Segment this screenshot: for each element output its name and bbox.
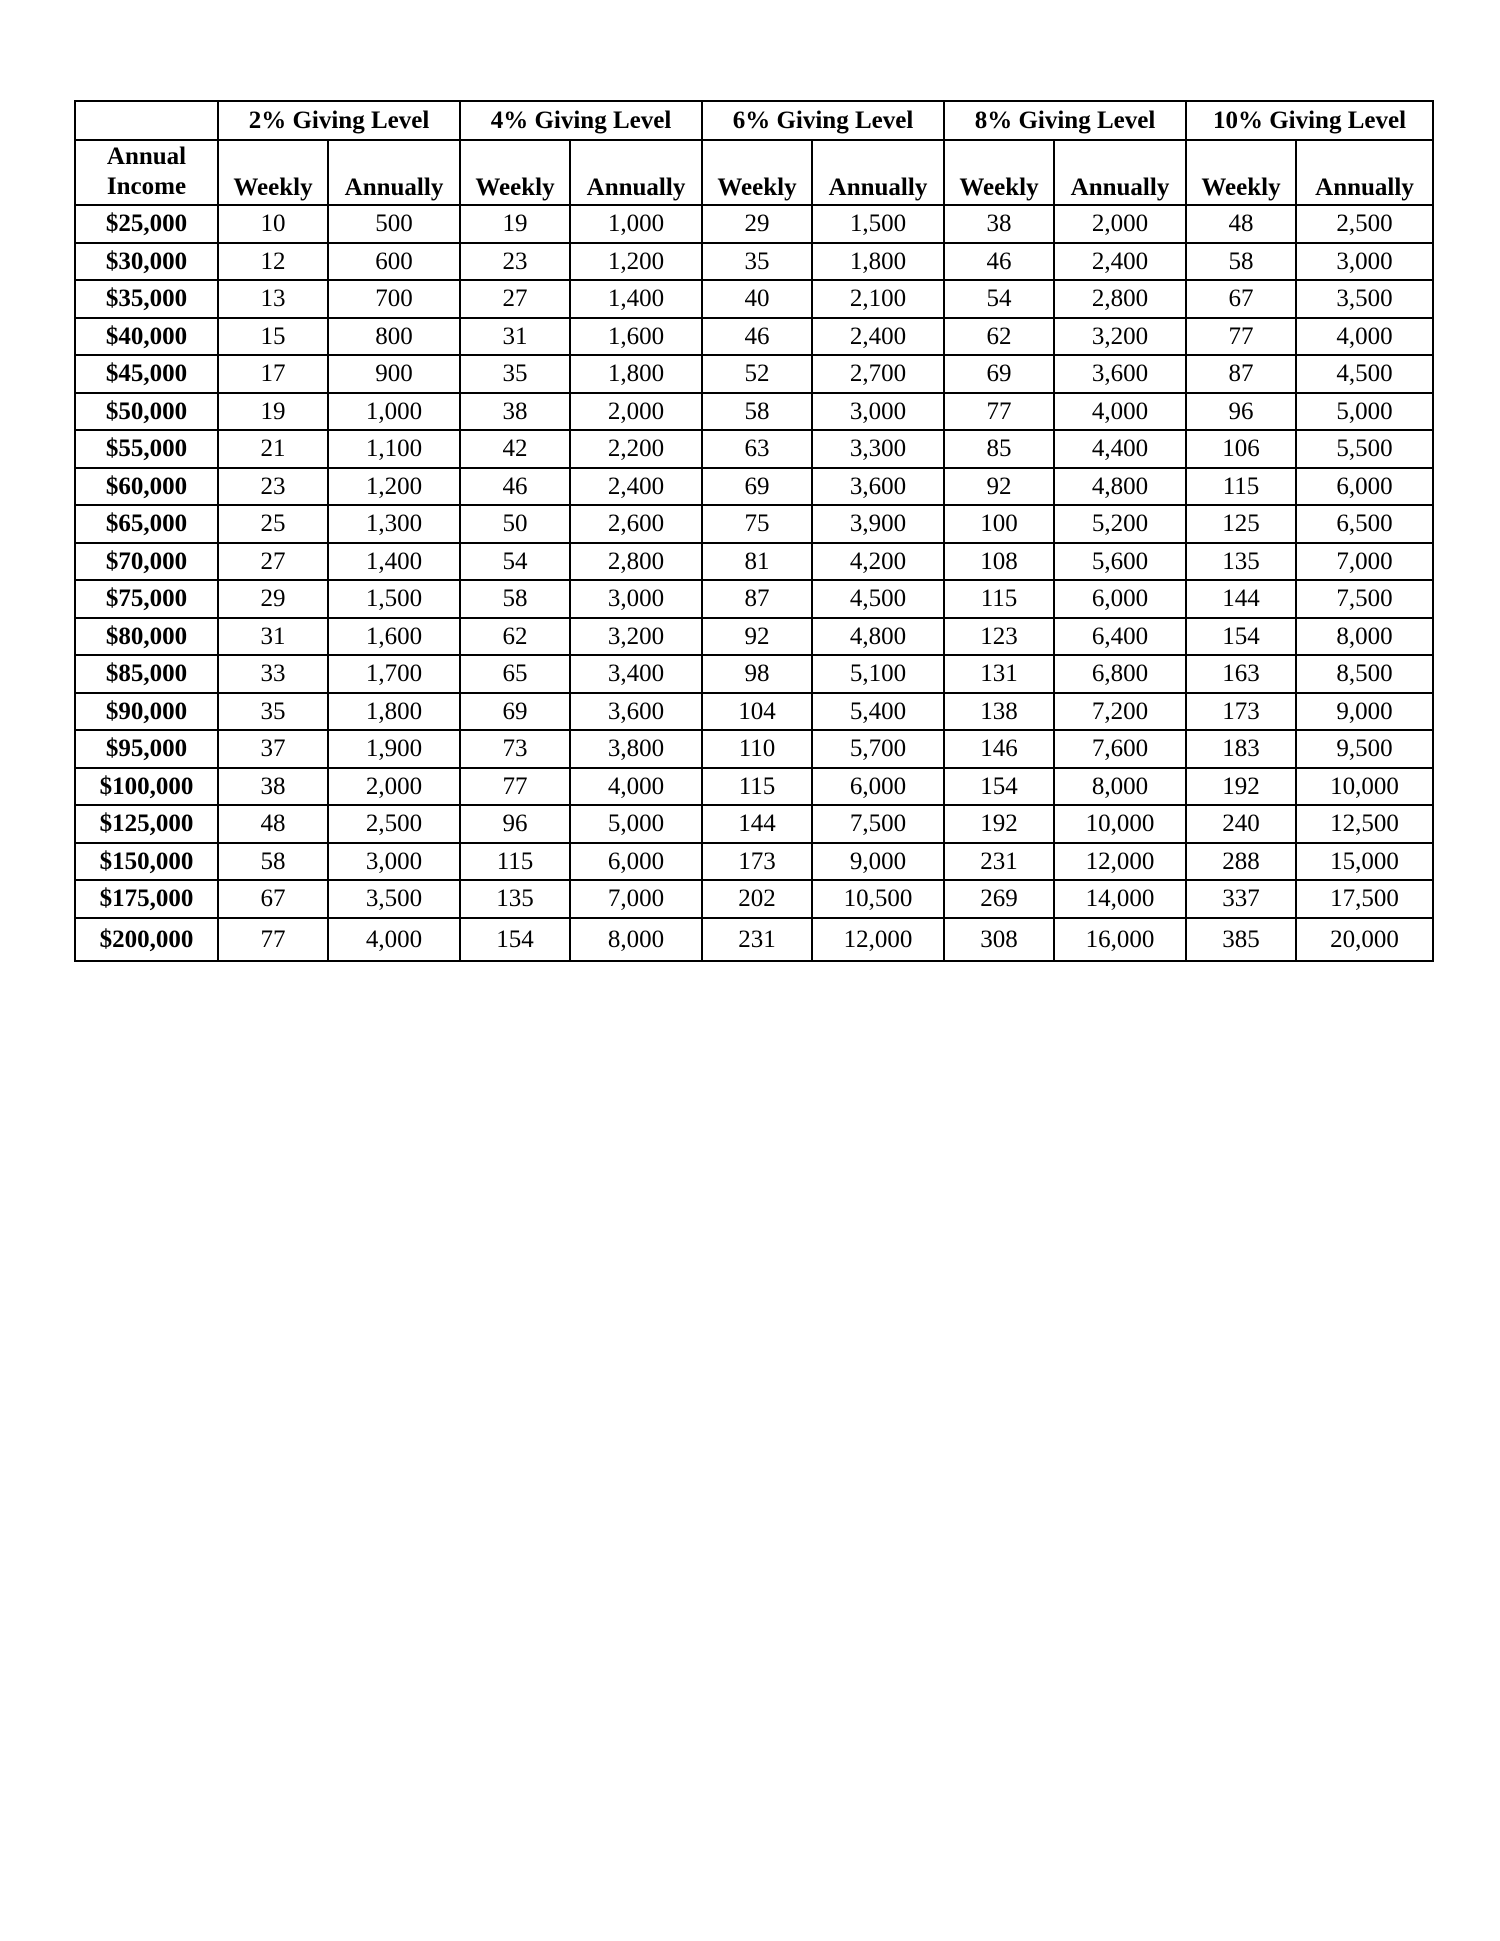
weekly-cell: 77 — [944, 393, 1054, 431]
table-row — [75, 918, 1433, 961]
weekly-cell: 69 — [460, 693, 570, 731]
table-row — [75, 693, 1433, 731]
weekly-cell: 77 — [460, 768, 570, 806]
annually-cell: 2,600 — [570, 505, 702, 543]
weekly-header: Weekly — [460, 140, 570, 205]
weekly-cell: 21 — [218, 430, 328, 468]
annually-cell: 3,200 — [570, 618, 702, 656]
income-cell: $55,000 — [75, 430, 218, 468]
weekly-cell: 73 — [460, 730, 570, 768]
weekly-cell: 183 — [1186, 730, 1296, 768]
weekly-cell: 48 — [1186, 205, 1296, 243]
annually-cell: 3,900 — [812, 505, 944, 543]
annually-cell: 4,000 — [328, 918, 460, 961]
weekly-cell: 173 — [702, 843, 812, 881]
income-cell: $35,000 — [75, 280, 218, 318]
annually-cell: 3,500 — [328, 880, 460, 918]
annual-income-header-line2: Income — [106, 173, 187, 200]
annually-cell: 1,500 — [328, 580, 460, 618]
annually-cell: 7,000 — [1296, 543, 1433, 581]
annually-cell: 6,000 — [1296, 468, 1433, 506]
annually-cell: 1,700 — [328, 655, 460, 693]
table-row — [75, 393, 1433, 431]
weekly-cell: 131 — [944, 655, 1054, 693]
weekly-cell: 67 — [1186, 280, 1296, 318]
annually-cell: 12,000 — [812, 918, 944, 961]
annually-cell: 7,200 — [1054, 693, 1186, 731]
weekly-cell: 46 — [702, 318, 812, 356]
annually-cell: 4,800 — [812, 618, 944, 656]
annually-cell: 8,000 — [570, 918, 702, 961]
income-cell: $150,000 — [75, 843, 218, 881]
income-cell: $25,000 — [75, 205, 218, 243]
annually-cell: 1,200 — [570, 243, 702, 281]
annually-cell: 10,000 — [1296, 768, 1433, 806]
annually-cell: 4,000 — [1296, 318, 1433, 356]
annually-cell: 6,000 — [570, 843, 702, 881]
annually-cell: 4,000 — [1054, 393, 1186, 431]
annually-cell: 900 — [328, 355, 460, 393]
annually-cell: 12,000 — [1054, 843, 1186, 881]
level-header-10: 10% Giving Level — [1186, 101, 1433, 140]
annually-cell: 6,000 — [812, 768, 944, 806]
annually-cell: 700 — [328, 280, 460, 318]
table-row — [75, 655, 1433, 693]
weekly-cell: 192 — [944, 805, 1054, 843]
weekly-cell: 146 — [944, 730, 1054, 768]
weekly-cell: 202 — [702, 880, 812, 918]
weekly-cell: 58 — [702, 393, 812, 431]
weekly-cell: 27 — [460, 280, 570, 318]
weekly-cell: 31 — [460, 318, 570, 356]
annually-cell: 3,000 — [812, 393, 944, 431]
weekly-cell: 35 — [218, 693, 328, 731]
table-row — [75, 843, 1433, 881]
table-row — [75, 205, 1433, 243]
annually-header: Annually — [570, 140, 702, 205]
weekly-cell: 29 — [702, 205, 812, 243]
weekly-cell: 38 — [218, 768, 328, 806]
income-cell: $85,000 — [75, 655, 218, 693]
level-header-8: 8% Giving Level — [944, 101, 1186, 140]
weekly-cell: 106 — [1186, 430, 1296, 468]
weekly-cell: 58 — [1186, 243, 1296, 281]
weekly-cell: 58 — [218, 843, 328, 881]
annually-cell: 1,300 — [328, 505, 460, 543]
weekly-cell: 63 — [702, 430, 812, 468]
weekly-cell: 77 — [218, 918, 328, 961]
giving-level-table — [74, 100, 1434, 962]
annually-cell: 2,500 — [328, 805, 460, 843]
weekly-cell: 115 — [944, 580, 1054, 618]
weekly-cell: 35 — [702, 243, 812, 281]
annually-cell: 4,800 — [1054, 468, 1186, 506]
annually-cell: 3,600 — [570, 693, 702, 731]
weekly-cell: 42 — [460, 430, 570, 468]
weekly-cell: 62 — [460, 618, 570, 656]
annually-cell: 2,400 — [812, 318, 944, 356]
weekly-cell: 288 — [1186, 843, 1296, 881]
annually-cell: 2,000 — [570, 393, 702, 431]
annually-cell: 17,500 — [1296, 880, 1433, 918]
annually-header: Annually — [1054, 140, 1186, 205]
annually-cell: 3,600 — [1054, 355, 1186, 393]
weekly-cell: 98 — [702, 655, 812, 693]
table-row — [75, 768, 1433, 806]
weekly-cell: 69 — [702, 468, 812, 506]
annually-cell: 1,100 — [328, 430, 460, 468]
annually-cell: 600 — [328, 243, 460, 281]
table-row — [75, 730, 1433, 768]
table-row — [75, 468, 1433, 506]
weekly-cell: 29 — [218, 580, 328, 618]
income-cell: $45,000 — [75, 355, 218, 393]
weekly-cell: 96 — [460, 805, 570, 843]
table-row — [75, 318, 1433, 356]
table-row — [75, 618, 1433, 656]
weekly-cell: 46 — [460, 468, 570, 506]
income-cell: $65,000 — [75, 505, 218, 543]
corner-cell — [75, 101, 218, 140]
income-cell: $175,000 — [75, 880, 218, 918]
annually-cell: 3,300 — [812, 430, 944, 468]
weekly-cell: 10 — [218, 205, 328, 243]
annually-cell: 10,500 — [812, 880, 944, 918]
weekly-cell: 115 — [1186, 468, 1296, 506]
annually-cell: 1,800 — [812, 243, 944, 281]
table-row — [75, 505, 1433, 543]
weekly-cell: 23 — [460, 243, 570, 281]
annually-cell: 1,000 — [570, 205, 702, 243]
weekly-cell: 100 — [944, 505, 1054, 543]
annually-cell: 7,600 — [1054, 730, 1186, 768]
annually-cell: 5,100 — [812, 655, 944, 693]
annually-cell: 4,500 — [1296, 355, 1433, 393]
table-row — [75, 543, 1433, 581]
annual-income-header — [75, 140, 218, 205]
annually-cell: 5,600 — [1054, 543, 1186, 581]
weekly-cell: 192 — [1186, 768, 1296, 806]
annually-cell: 3,200 — [1054, 318, 1186, 356]
weekly-cell: 92 — [944, 468, 1054, 506]
income-cell: $75,000 — [75, 580, 218, 618]
annually-cell: 8,500 — [1296, 655, 1433, 693]
weekly-cell: 115 — [460, 843, 570, 881]
annually-cell: 1,600 — [328, 618, 460, 656]
weekly-cell: 48 — [218, 805, 328, 843]
period-header-row — [75, 140, 1433, 205]
weekly-cell: 12 — [218, 243, 328, 281]
weekly-cell: 269 — [944, 880, 1054, 918]
giving-level-header-row — [75, 101, 1433, 140]
annually-cell: 3,600 — [812, 468, 944, 506]
weekly-cell: 77 — [1186, 318, 1296, 356]
income-cell: $40,000 — [75, 318, 218, 356]
weekly-cell: 385 — [1186, 918, 1296, 961]
annually-cell: 6,000 — [1054, 580, 1186, 618]
weekly-cell: 19 — [460, 205, 570, 243]
annually-cell: 10,000 — [1054, 805, 1186, 843]
annually-cell: 2,000 — [328, 768, 460, 806]
weekly-cell: 27 — [218, 543, 328, 581]
weekly-cell: 50 — [460, 505, 570, 543]
annually-cell: 5,200 — [1054, 505, 1186, 543]
annually-cell: 2,500 — [1296, 205, 1433, 243]
annually-cell: 7,000 — [570, 880, 702, 918]
weekly-cell: 154 — [1186, 618, 1296, 656]
weekly-cell: 81 — [702, 543, 812, 581]
weekly-cell: 46 — [944, 243, 1054, 281]
weekly-cell: 25 — [218, 505, 328, 543]
income-cell: $200,000 — [75, 918, 218, 961]
weekly-cell: 35 — [460, 355, 570, 393]
annually-cell: 3,000 — [1296, 243, 1433, 281]
annually-cell: 3,400 — [570, 655, 702, 693]
income-cell: $100,000 — [75, 768, 218, 806]
income-cell: $30,000 — [75, 243, 218, 281]
weekly-cell: 38 — [460, 393, 570, 431]
weekly-cell: 17 — [218, 355, 328, 393]
annually-cell: 5,700 — [812, 730, 944, 768]
annually-cell: 4,000 — [570, 768, 702, 806]
annual-income-header-line1: Annual — [106, 143, 187, 170]
weekly-cell: 138 — [944, 693, 1054, 731]
annually-cell: 2,100 — [812, 280, 944, 318]
weekly-cell: 231 — [944, 843, 1054, 881]
annually-cell: 6,500 — [1296, 505, 1433, 543]
annually-cell: 800 — [328, 318, 460, 356]
weekly-cell: 69 — [944, 355, 1054, 393]
weekly-cell: 65 — [460, 655, 570, 693]
annually-cell: 3,800 — [570, 730, 702, 768]
annually-cell: 4,500 — [812, 580, 944, 618]
annually-cell: 15,000 — [1296, 843, 1433, 881]
annually-cell: 5,000 — [1296, 393, 1433, 431]
weekly-cell: 135 — [460, 880, 570, 918]
weekly-cell: 337 — [1186, 880, 1296, 918]
weekly-cell: 31 — [218, 618, 328, 656]
annually-cell: 4,200 — [812, 543, 944, 581]
annually-cell: 12,500 — [1296, 805, 1433, 843]
income-cell: $60,000 — [75, 468, 218, 506]
annually-header: Annually — [1296, 140, 1433, 205]
weekly-cell: 173 — [1186, 693, 1296, 731]
weekly-cell: 23 — [218, 468, 328, 506]
weekly-cell: 154 — [944, 768, 1054, 806]
weekly-cell: 123 — [944, 618, 1054, 656]
annually-cell: 2,700 — [812, 355, 944, 393]
annually-cell: 2,400 — [1054, 243, 1186, 281]
level-header-2: 2% Giving Level — [218, 101, 460, 140]
annually-cell: 1,900 — [328, 730, 460, 768]
weekly-header: Weekly — [218, 140, 328, 205]
annually-cell: 16,000 — [1054, 918, 1186, 961]
annually-cell: 3,000 — [328, 843, 460, 881]
weekly-header: Weekly — [944, 140, 1054, 205]
weekly-cell: 144 — [702, 805, 812, 843]
weekly-cell: 125 — [1186, 505, 1296, 543]
weekly-cell: 308 — [944, 918, 1054, 961]
annually-cell: 3,500 — [1296, 280, 1433, 318]
weekly-header: Weekly — [1186, 140, 1296, 205]
weekly-cell: 67 — [218, 880, 328, 918]
table-row — [75, 243, 1433, 281]
income-cell: $90,000 — [75, 693, 218, 731]
weekly-cell: 110 — [702, 730, 812, 768]
weekly-cell: 19 — [218, 393, 328, 431]
annually-header: Annually — [328, 140, 460, 205]
weekly-cell: 40 — [702, 280, 812, 318]
weekly-cell: 96 — [1186, 393, 1296, 431]
table-row — [75, 805, 1433, 843]
weekly-cell: 15 — [218, 318, 328, 356]
weekly-cell: 240 — [1186, 805, 1296, 843]
annually-cell: 500 — [328, 205, 460, 243]
weekly-cell: 154 — [460, 918, 570, 961]
annually-cell: 7,500 — [1296, 580, 1433, 618]
weekly-cell: 163 — [1186, 655, 1296, 693]
annually-cell: 5,000 — [570, 805, 702, 843]
annually-cell: 1,000 — [328, 393, 460, 431]
annually-cell: 9,000 — [1296, 693, 1433, 731]
income-cell: $70,000 — [75, 543, 218, 581]
weekly-cell: 87 — [1186, 355, 1296, 393]
weekly-cell: 37 — [218, 730, 328, 768]
annually-cell: 1,400 — [328, 543, 460, 581]
table-row — [75, 355, 1433, 393]
annually-cell: 2,400 — [570, 468, 702, 506]
weekly-cell: 52 — [702, 355, 812, 393]
weekly-cell: 104 — [702, 693, 812, 731]
annually-cell: 1,400 — [570, 280, 702, 318]
annually-cell: 2,200 — [570, 430, 702, 468]
weekly-cell: 85 — [944, 430, 1054, 468]
table-body — [75, 205, 1433, 961]
income-cell: $95,000 — [75, 730, 218, 768]
annually-header: Annually — [812, 140, 944, 205]
weekly-cell: 92 — [702, 618, 812, 656]
annually-cell: 1,500 — [812, 205, 944, 243]
annually-cell: 9,500 — [1296, 730, 1433, 768]
income-cell: $50,000 — [75, 393, 218, 431]
annually-cell: 4,400 — [1054, 430, 1186, 468]
annually-cell: 5,500 — [1296, 430, 1433, 468]
annually-cell: 2,800 — [570, 543, 702, 581]
level-header-4: 4% Giving Level — [460, 101, 702, 140]
weekly-cell: 144 — [1186, 580, 1296, 618]
weekly-cell: 38 — [944, 205, 1054, 243]
table-row — [75, 880, 1433, 918]
weekly-cell: 115 — [702, 768, 812, 806]
weekly-cell: 58 — [460, 580, 570, 618]
annually-cell: 8,000 — [1054, 768, 1186, 806]
annually-cell: 8,000 — [1296, 618, 1433, 656]
annually-cell: 6,800 — [1054, 655, 1186, 693]
weekly-cell: 135 — [1186, 543, 1296, 581]
annually-cell: 1,600 — [570, 318, 702, 356]
annually-cell: 9,000 — [812, 843, 944, 881]
weekly-cell: 54 — [460, 543, 570, 581]
weekly-cell: 54 — [944, 280, 1054, 318]
income-cell: $125,000 — [75, 805, 218, 843]
annually-cell: 20,000 — [1296, 918, 1433, 961]
weekly-cell: 108 — [944, 543, 1054, 581]
annually-cell: 6,400 — [1054, 618, 1186, 656]
weekly-cell: 87 — [702, 580, 812, 618]
annually-cell: 1,200 — [328, 468, 460, 506]
table-row — [75, 430, 1433, 468]
annually-cell: 7,500 — [812, 805, 944, 843]
weekly-header: Weekly — [702, 140, 812, 205]
annually-cell: 1,800 — [570, 355, 702, 393]
weekly-cell: 231 — [702, 918, 812, 961]
table-row — [75, 280, 1433, 318]
annually-cell: 2,800 — [1054, 280, 1186, 318]
annually-cell: 3,000 — [570, 580, 702, 618]
level-header-6: 6% Giving Level — [702, 101, 944, 140]
income-cell: $80,000 — [75, 618, 218, 656]
annually-cell: 14,000 — [1054, 880, 1186, 918]
table-row — [75, 580, 1433, 618]
annually-cell: 1,800 — [328, 693, 460, 731]
weekly-cell: 75 — [702, 505, 812, 543]
weekly-cell: 13 — [218, 280, 328, 318]
annually-cell: 5,400 — [812, 693, 944, 731]
weekly-cell: 62 — [944, 318, 1054, 356]
weekly-cell: 33 — [218, 655, 328, 693]
annually-cell: 2,000 — [1054, 205, 1186, 243]
